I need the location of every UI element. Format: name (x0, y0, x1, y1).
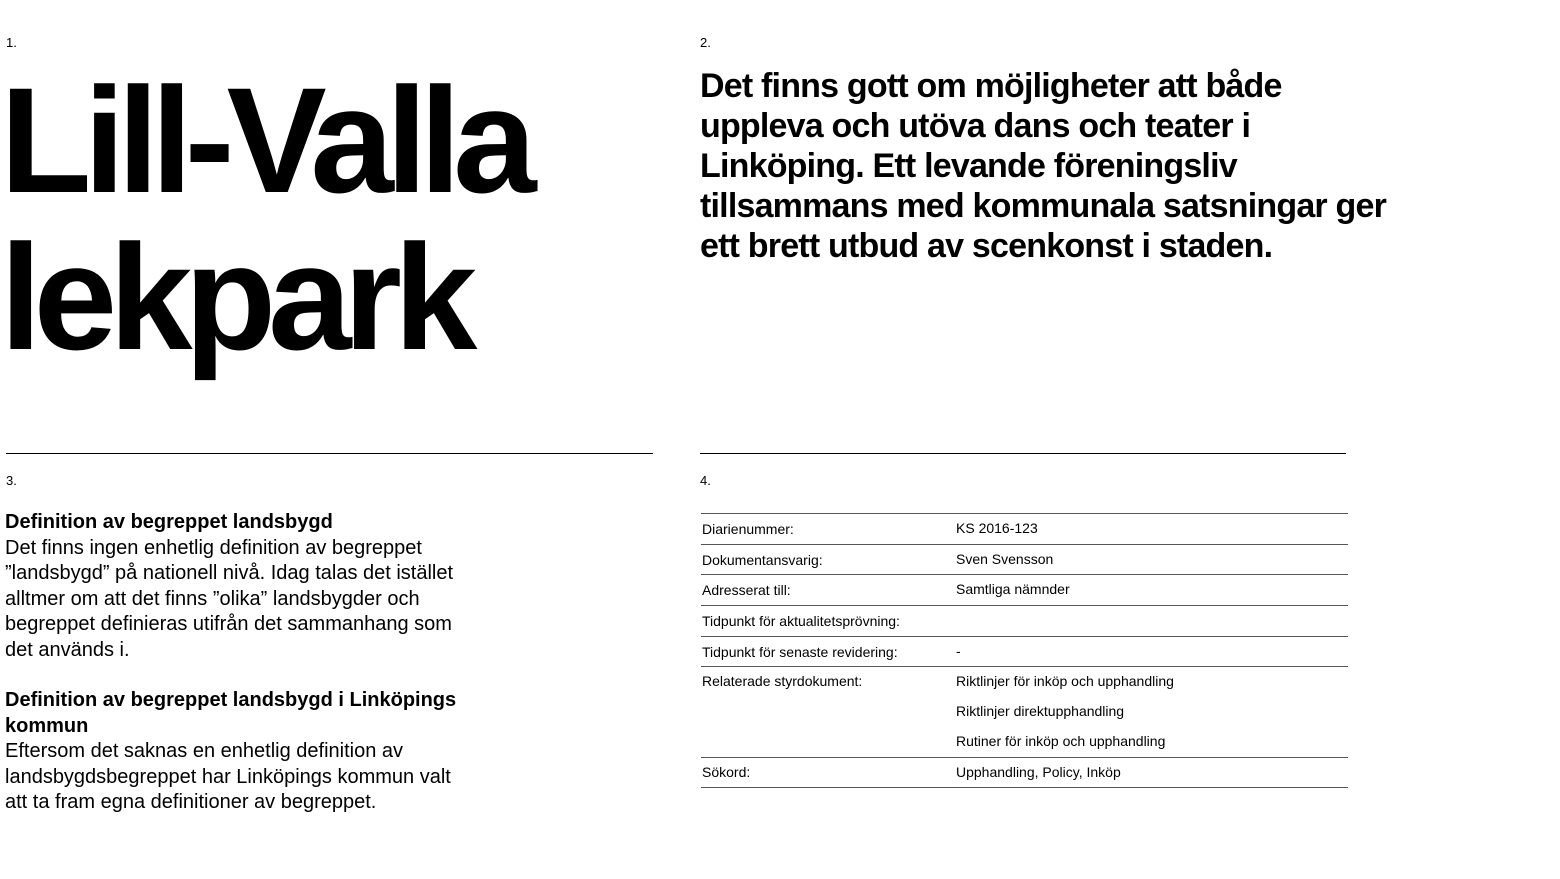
metadata-label: Tidpunkt för senaste revidering: (702, 643, 898, 660)
divider-left (6, 453, 653, 454)
metadata-label: Diarienummer: (702, 520, 794, 537)
section-number-3: 3. (6, 473, 17, 488)
definition-heading: Definition av begreppet landsbygd (5, 511, 333, 533)
definition-body: Det finns ingen enhetlig definition av begreppet ”landsbygd” på nationell nivå. Idag talas det istället alltmer om att det finns ”olika” landsbygder och begreppet definieras utifrån det sammanhang som det används i. (5, 536, 454, 661)
metadata-value: Sven Svensson (956, 550, 1054, 567)
definition-body: Eftersom det saknas en enhetlig definition av landsbygdsbegreppet har Linköpings kommun valt att ta fram egna definitioner av begreppet. (5, 740, 451, 813)
table-row (701, 514, 1348, 545)
table-row (701, 606, 1348, 637)
metadata-value: KS 2016-123 (956, 520, 1038, 536)
definition-block (5, 510, 475, 663)
definition-heading: Definition av begreppet landsbygd i Linköpings kommun (5, 689, 457, 737)
metadata-value: Riktlinjer för inköp och upphandling (956, 673, 1174, 690)
metadata-label: Relaterade styrdokument: (702, 673, 863, 690)
metadata-value: Samtliga nämnder (956, 581, 1070, 598)
title-line-1: Lill-Valla (0, 56, 529, 224)
metadata-value (956, 606, 1348, 636)
table-row (701, 757, 1348, 788)
table-row (701, 636, 1348, 667)
document-metadata-table (701, 513, 1348, 788)
table-row (701, 667, 1348, 757)
section-number-4: 4. (700, 473, 711, 488)
divider-right (700, 453, 1346, 454)
table-row (701, 575, 1348, 606)
section-number-1: 1. (6, 35, 17, 50)
metadata-value: - (956, 642, 961, 659)
definition-block (5, 688, 475, 816)
metadata-value: Upphandling, Policy, Inköp (956, 763, 1121, 780)
definition-section (5, 510, 475, 816)
page-title (0, 56, 529, 381)
intro-paragraph: Det finns gott om möjligheter att både uppleva och utöva dans och teater i Linköping. Ett levande föreningsliv tillsammans med kommunala satsningar ger ett brett utbud av scenkonst i staden. (700, 67, 1387, 265)
metadata-value: Riktlinjer direktupphandling (956, 703, 1125, 720)
section-number-2: 2. (700, 35, 711, 50)
table-row (701, 544, 1348, 575)
metadata-label: Adresserat till: (702, 582, 791, 599)
metadata-label: Tidpunkt för aktualitetsprövning: (702, 612, 900, 629)
metadata-label: Sökord: (702, 764, 751, 781)
metadata-value: Rutiner för inköp och upphandling (956, 732, 1166, 749)
title-line-2: lekpark (0, 213, 470, 381)
metadata-label: Dokumentansvarig: (702, 551, 823, 568)
